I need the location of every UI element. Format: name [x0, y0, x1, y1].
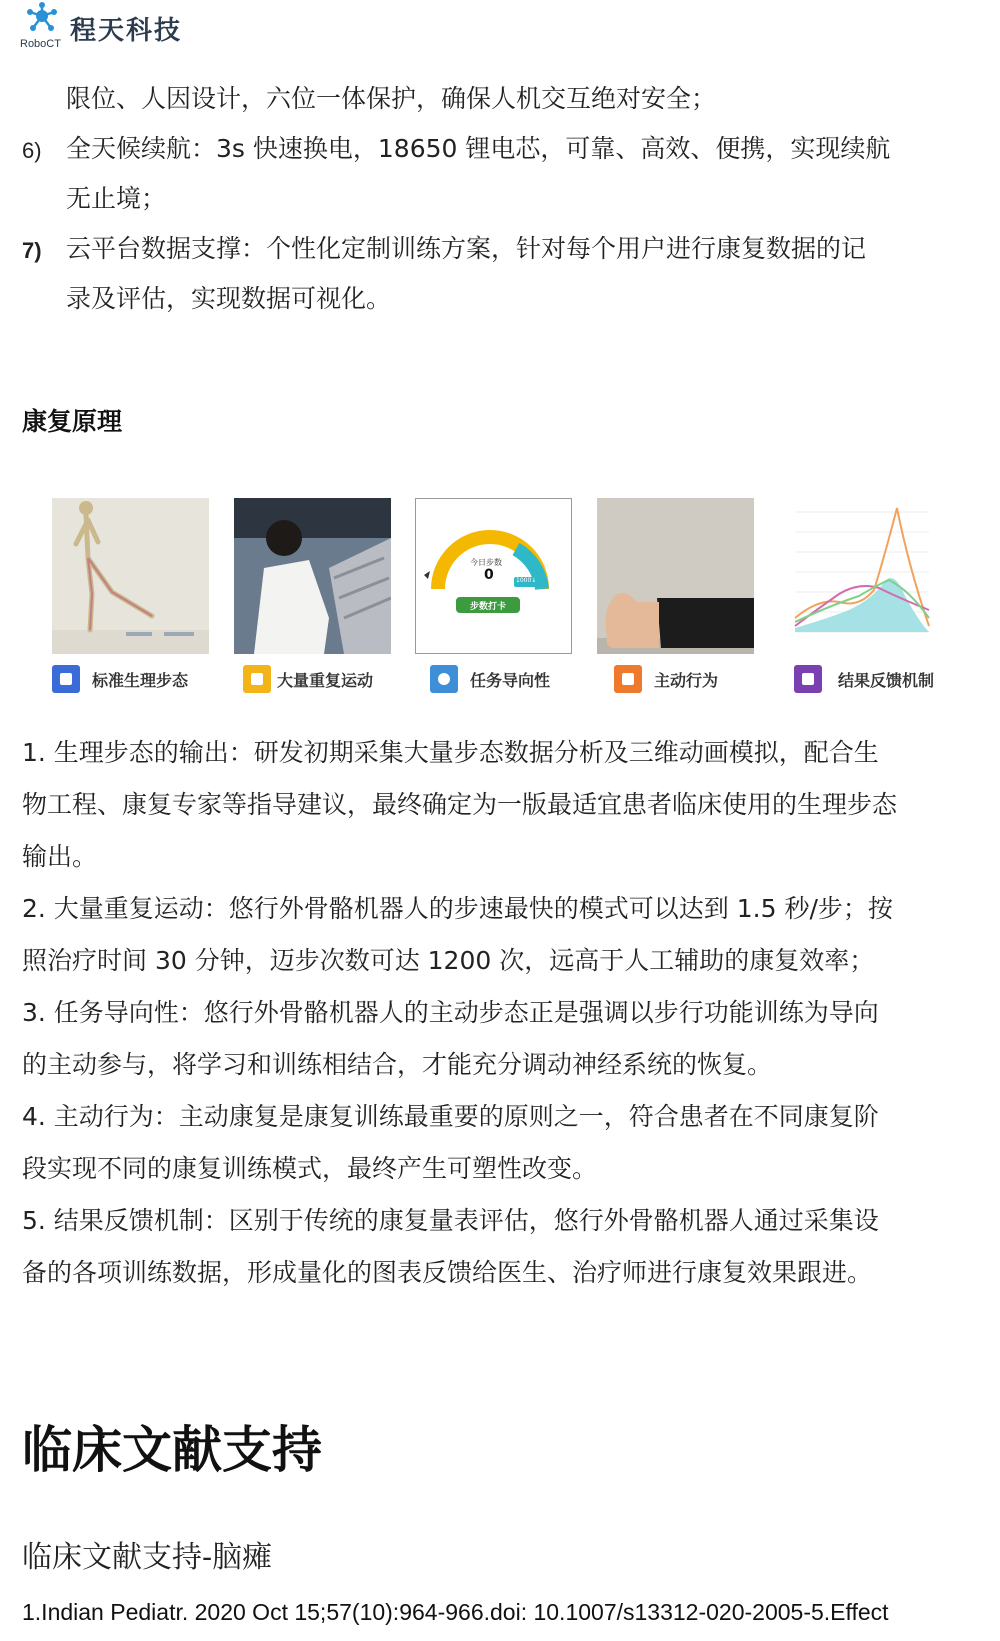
company-logo [20, 2, 220, 52]
checkin-button[interactable]: 步数打卡 [470, 602, 507, 612]
bag-icon [794, 665, 822, 693]
principle-5-line1: 5. 结果反馈机制：区别于传统的康复量表评估，悠行外骨骼机器人通过采集设 [22, 1206, 879, 1235]
principle-5-line2: 备的各项训练数据，形成量化的图表反馈给医生、治疗师进行康复效果跟进。 [22, 1258, 873, 1287]
label-active-behavior [614, 664, 718, 694]
dial-title: 今日步数 [470, 558, 502, 567]
feature-6-number: 6) [22, 138, 42, 163]
feedback-line-chart [779, 498, 936, 654]
monitor-icon [614, 665, 642, 693]
repetitive-motion-photo [234, 498, 391, 654]
therapist-photo-illustration [234, 498, 391, 654]
gait-skeleton-image [52, 498, 209, 654]
foot-leg-illustration [597, 498, 754, 654]
chat-icon [243, 665, 271, 693]
principle-2-line2: 照治疗时间 30 分钟，迈步次数可达 1200 次，远高于人工辅助的康复效率； [22, 946, 875, 975]
target-icon [430, 665, 458, 693]
feature-6-line1: 全天候续航：3s 快速换电，18650 锂电芯，可靠、高效、便携，实现续航 [66, 134, 891, 163]
principle-1-line2: 物工程、康复专家等指导建议，最终确定为一版最适宜患者临床使用的生理步态 [22, 790, 898, 819]
principle-4-line2: 段实现不同的康复训练模式，最终产生可塑性改变。 [22, 1154, 598, 1183]
label-text: 结果反馈机制 [838, 670, 935, 690]
feature-continued-line: 限位、人因设计，六位一体保护，确保人机交互绝对安全； [66, 84, 717, 113]
label-text: 任务导向性 [470, 670, 551, 690]
label-repetitive-motion [243, 664, 373, 694]
principle-3-line1: 3. 任务导向性：悠行外骨骼机器人的主动步态正是强调以步行功能训练为导向 [22, 998, 879, 1027]
dial-badge: 1000↓ [516, 577, 537, 584]
label-task-oriented [430, 664, 550, 694]
feature-7-line1: 云平台数据支撑：个性化定制训练方案，针对每个用户进行康复数据的记 [66, 234, 867, 263]
clinical-subsection-title: 临床文献支持-脑瘫 [22, 1540, 273, 1575]
feedback-chart-image [779, 498, 936, 654]
logo-english-name: RoboCT [20, 38, 61, 50]
skeleton-illustration [52, 498, 209, 654]
section-heading: 康复原理 [22, 407, 123, 436]
principle-1-line3: 输出。 [22, 842, 98, 871]
label-text: 大量重复运动 [277, 670, 374, 690]
active-behavior-photo [597, 498, 754, 654]
label-text: 主动行为 [654, 670, 719, 690]
label-text: 标准生理步态 [92, 670, 189, 690]
feature-7-line2: 录及评估，实现数据可视化。 [66, 284, 392, 313]
task-oriented-app-screen [415, 498, 572, 654]
principle-1-line1: 1. 生理步态的输出：研发初期采集大量步态数据分析及三维动画模拟，配合生 [22, 738, 879, 767]
principle-3-line2: 的主动参与，将学习和训练相结合，才能充分调动神经系统的恢复。 [22, 1050, 773, 1079]
principle-4-line1: 4. 主动行为：主动康复是康复训练最重要的原则之一，符合患者在不同康复阶 [22, 1102, 879, 1131]
logo-chinese-name: 程天科技 [70, 16, 183, 46]
feature-7-number: 7) [22, 238, 42, 263]
reference-1[interactable]: 1.Indian Pediatr. 2020 Oct 15;57(10):964-966.doi: 10.1007/s13312-020-2005-5.Effect [22, 1599, 889, 1625]
logo-mark-icon [22, 2, 62, 38]
principle-2-line1: 2. 大量重复运动：悠行外骨骼机器人的步速最快的模式可以达到 1.5 秒/步；按 [22, 894, 893, 923]
label-physiological-gait [52, 664, 188, 694]
label-feedback-mechanism [794, 664, 934, 694]
dial-value: 0 [484, 567, 494, 583]
clinical-section-title: 临床文献支持 [22, 1420, 322, 1479]
image-icon [52, 665, 80, 693]
feature-6-line2: 无止境； [66, 184, 167, 213]
